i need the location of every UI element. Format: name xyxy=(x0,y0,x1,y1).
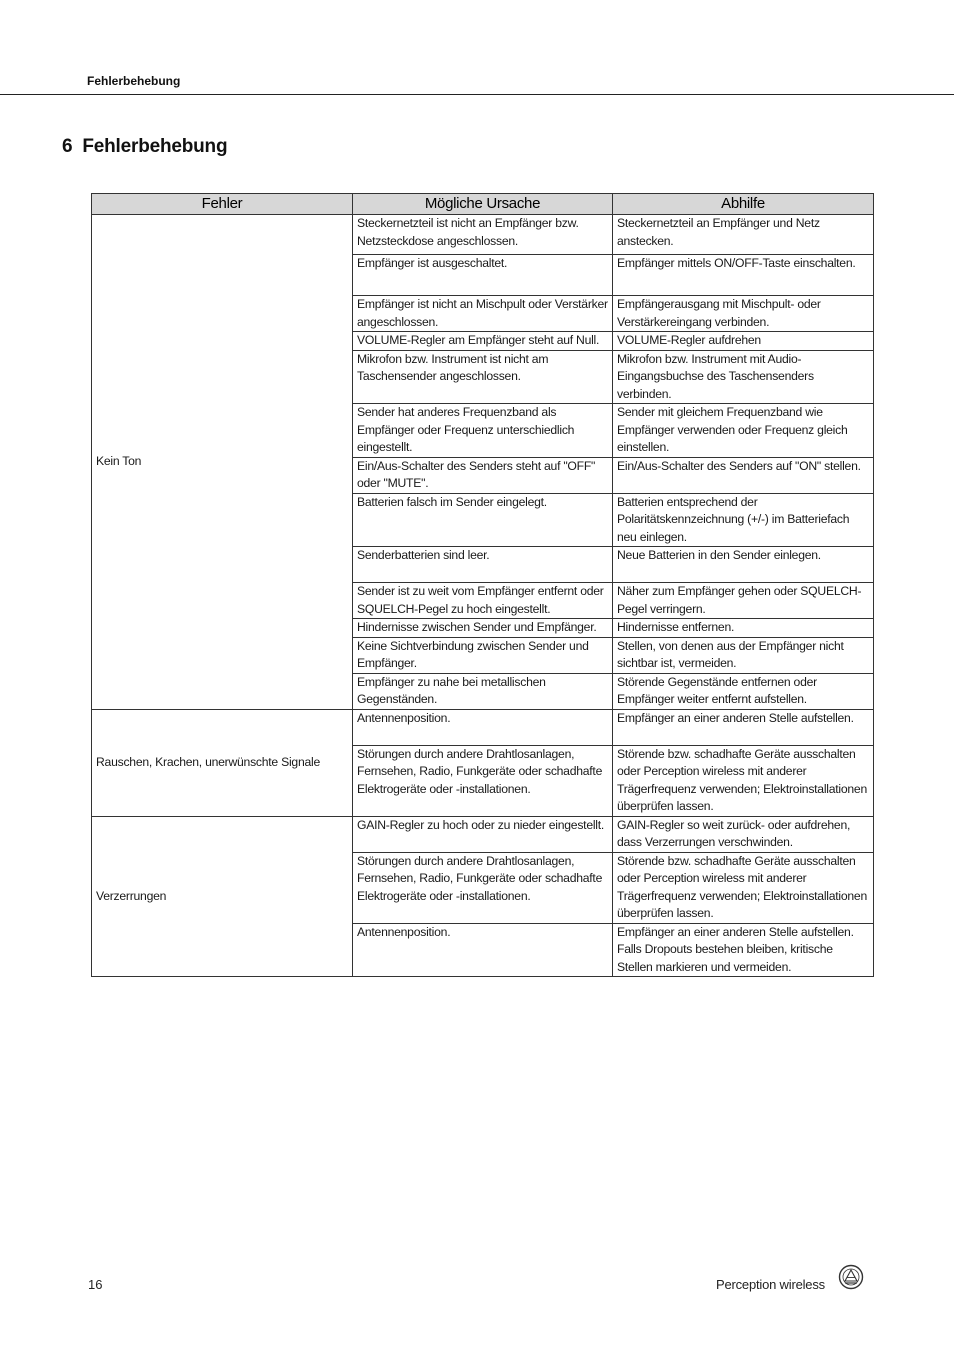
product-name: Perception wireless xyxy=(716,1277,825,1292)
header-rule xyxy=(0,94,954,95)
cause-cell: VOLUME-Regler am Empfänger steht auf Null. xyxy=(353,332,613,351)
cause-cell: GAIN-Regler zu hoch oder zu nieder eingestellt. xyxy=(353,816,613,852)
remedy-cell: Empfänger mittels ON/OFF-Taste einschalten. xyxy=(613,255,874,296)
remedy-cell: Empfänger an einer anderen Stelle aufstellen. xyxy=(613,709,874,745)
fault-cell: Kein Ton xyxy=(92,215,353,710)
remedy-cell: Stellen, von denen aus der Empfänger nicht sichtbar ist, vermeiden. xyxy=(613,637,874,673)
table-row xyxy=(92,215,874,255)
cause-cell: Mikrofon bzw. Instrument ist nicht am Taschensender angeschlossen. xyxy=(353,350,613,404)
section-title-text: Fehlerbehebung xyxy=(82,136,228,157)
column-header-fault: Fehler xyxy=(92,194,353,215)
running-header: Fehlerbehebung xyxy=(87,74,181,88)
akg-logo-icon xyxy=(838,1264,864,1290)
table-row xyxy=(92,709,874,745)
column-header-cause: Mögliche Ursache xyxy=(353,194,613,215)
cause-cell: Antennenposition. xyxy=(353,709,613,745)
table-header-row xyxy=(92,194,874,215)
cause-cell: Steckernetzteil ist nicht an Empfänger bzw. Netzsteckdose angeschlossen. xyxy=(353,215,613,255)
remedy-cell: GAIN-Regler so weit zurück- oder aufdrehen, dass Verzerrungen verschwinden. xyxy=(613,816,874,852)
troubleshooting-table xyxy=(91,193,874,977)
remedy-cell: Störende Gegenstände entfernen oder Empfänger weiter entfernt aufstellen. xyxy=(613,673,874,709)
cause-cell: Sender ist zu weit vom Empfänger entfernt oder SQUELCH-Pegel zu hoch eingestellt. xyxy=(353,583,613,619)
remedy-cell: Hindernisse entfernen. xyxy=(613,619,874,638)
remedy-cell: Steckernetzteil an Empfänger und Netz anstecken. xyxy=(613,215,874,255)
fault-cell: Rauschen, Krachen, unerwünschte Signale xyxy=(92,709,353,816)
cause-cell: Batterien falsch im Sender eingelegt. xyxy=(353,493,613,547)
cause-cell: Störungen durch andere Drahtlosanlagen, Fernsehen, Radio, Funkgeräte oder schadhafte Elektrogeräte oder -installationen. xyxy=(353,852,613,923)
cause-cell: Hindernisse zwischen Sender und Empfänger. xyxy=(353,619,613,638)
cause-cell: Empfänger ist ausgeschaltet. xyxy=(353,255,613,296)
remedy-cell: Empfängerausgang mit Mischpult- oder Verstärkereingang verbinden. xyxy=(613,296,874,332)
cause-cell: Senderbatterien sind leer. xyxy=(353,547,613,583)
remedy-cell: Empfänger an einer anderen Stelle aufstellen. Falls Dropouts bestehen bleiben, kritische Stellen markieren und vermeiden. xyxy=(613,923,874,977)
cause-cell: Sender hat anderes Frequenzband als Empfänger oder Frequenz unterschiedlich eingestellt. xyxy=(353,404,613,458)
section-title xyxy=(62,136,227,158)
remedy-cell: Neue Batterien in den Sender einlegen. xyxy=(613,547,874,583)
table-row xyxy=(92,816,874,852)
cause-cell: Empfänger zu nahe bei metallischen Gegenständen. xyxy=(353,673,613,709)
page-number: 16 xyxy=(88,1277,103,1292)
remedy-cell: Mikrofon bzw. Instrument mit Audio-Eingangsbuchse des Taschensenders verbinden. xyxy=(613,350,874,404)
remedy-cell: Näher zum Empfänger gehen oder SQUELCH-Pegel verringern. xyxy=(613,583,874,619)
remedy-cell: Ein/Aus-Schalter des Senders auf "ON" stellen. xyxy=(613,457,874,493)
cause-cell: Empfänger ist nicht an Mischpult oder Verstärker angeschlossen. xyxy=(353,296,613,332)
cause-cell: Keine Sichtverbindung zwischen Sender und Empfänger. xyxy=(353,637,613,673)
remedy-cell: Sender mit gleichem Frequenzband wie Empfänger verwenden oder Frequenz gleich einstellen. xyxy=(613,404,874,458)
remedy-cell: Störende bzw. schadhafte Geräte ausschalten oder Perception wireless mit anderer Trägerfrequenz verwenden; Elektroinstallationen überprüfen lassen. xyxy=(613,852,874,923)
cause-cell: Antennenposition. xyxy=(353,923,613,977)
remedy-cell: Batterien entsprechend der Polaritätskennzeichnung (+/-) im Batteriefach neu einlegen. xyxy=(613,493,874,547)
section-number: 6 xyxy=(62,136,73,157)
fault-cell: Verzerrungen xyxy=(92,816,353,977)
remedy-cell: Störende bzw. schadhafte Geräte ausschalten oder Perception wireless mit anderer Trägerfrequenz verwenden; Elektroinstallationen überprüfen lassen. xyxy=(613,745,874,816)
cause-cell: Störungen durch andere Drahtlosanlagen, Fernsehen, Radio, Funkgeräte oder schadhafte Elektrogeräte oder -installationen. xyxy=(353,745,613,816)
column-header-remedy: Abhilfe xyxy=(613,194,874,215)
cause-cell: Ein/Aus-Schalter des Senders steht auf "OFF" oder "MUTE". xyxy=(353,457,613,493)
remedy-cell: VOLUME-Regler aufdrehen xyxy=(613,332,874,351)
